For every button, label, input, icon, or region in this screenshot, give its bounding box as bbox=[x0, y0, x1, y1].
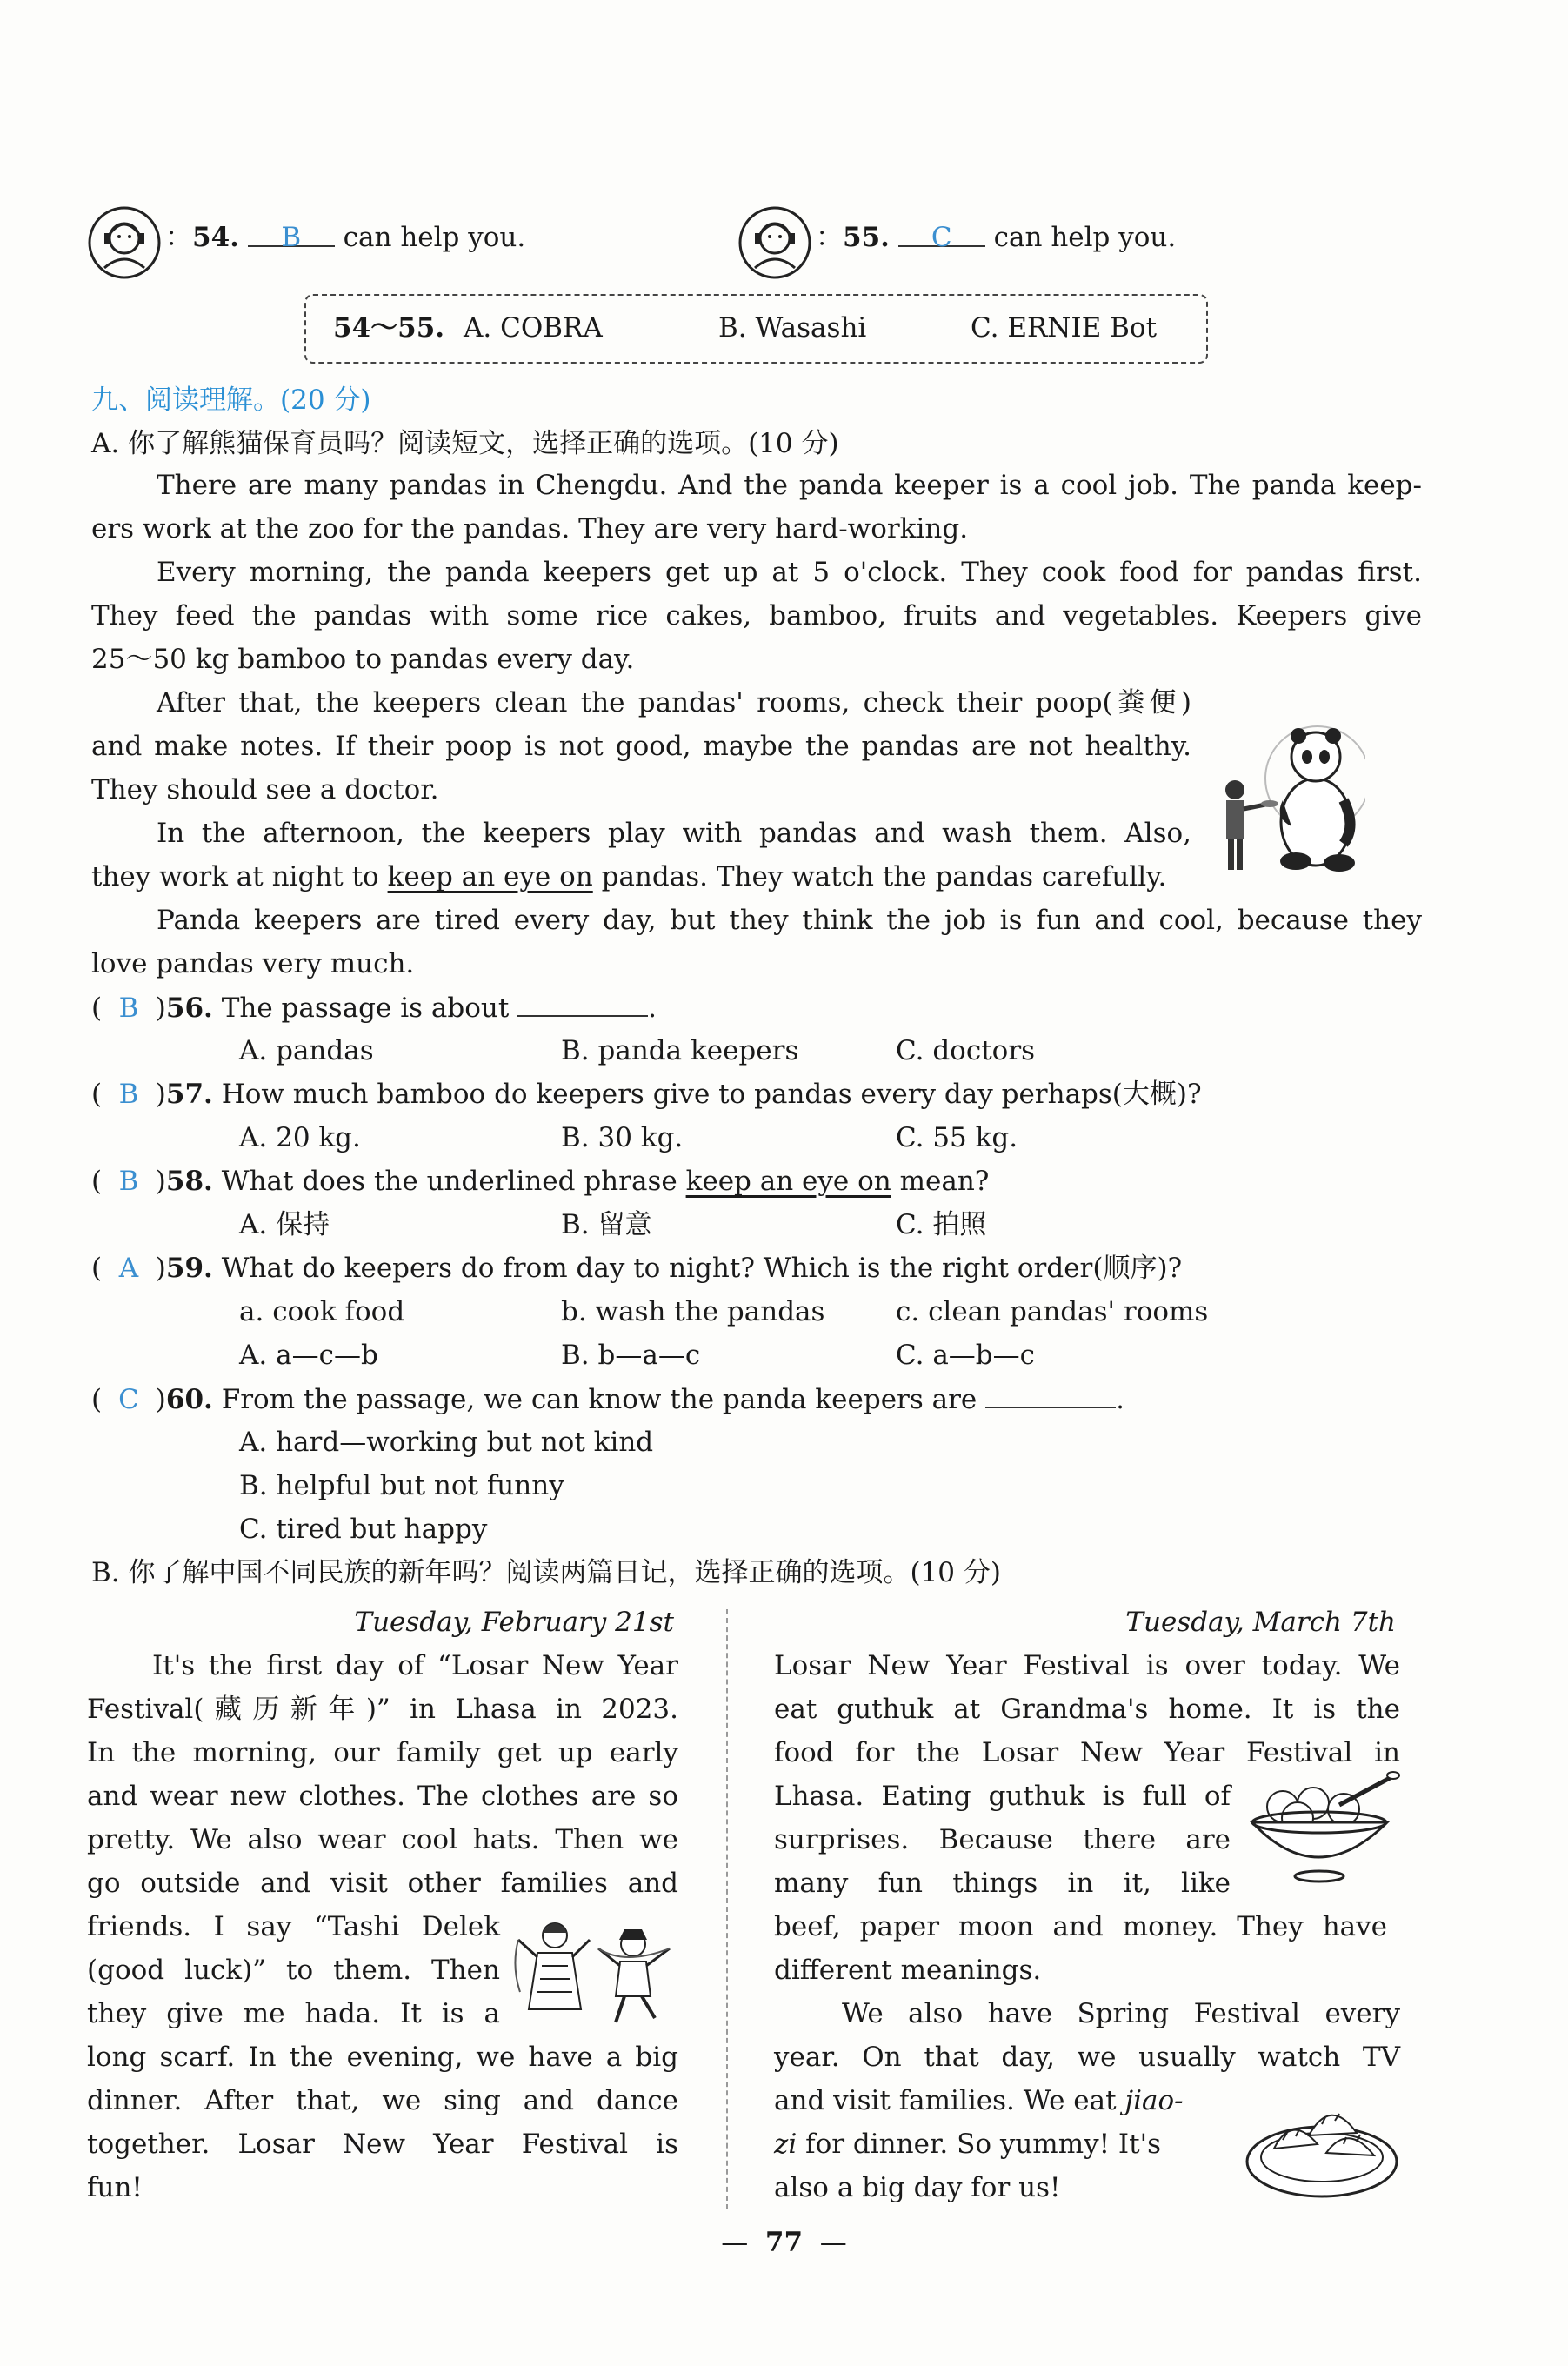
section-title: 九、阅读理解。(20 分) bbox=[91, 384, 371, 416]
right-diary-line: surprises. Because there are bbox=[774, 1824, 1231, 1855]
left-diary-line: and wear new clothes. The clothes are so bbox=[87, 1781, 678, 1812]
q60-option-c: C. tired but happy bbox=[239, 1514, 488, 1545]
right-diary-line: also a big day for us! bbox=[774, 2172, 1061, 2203]
question-55: ：55. C can help you. bbox=[816, 216, 1176, 259]
panda-keeper-illustration bbox=[1213, 713, 1365, 879]
right-diary-line: Lhasa. Eating guthuk is full of bbox=[774, 1781, 1231, 1812]
right-diary-line: and visit families. We eat jiao- bbox=[774, 2085, 1184, 2116]
right-diary-line: year. On that day, we usually watch TV bbox=[774, 2042, 1400, 2073]
passage-line: Every morning, the panda keepers get up at 5 o'clock. They cook food for pandas first. bbox=[157, 557, 1422, 588]
q58-option-b: B. 留意 bbox=[561, 1209, 652, 1240]
right-diary-line: zi for dinner. So yummy! It's bbox=[774, 2129, 1162, 2160]
question-56: ( B )56. The passage is about . bbox=[91, 986, 657, 1030]
passage-line: and make notes. If their poop is not good, maybe the pandas are not healthy. bbox=[91, 731, 1191, 762]
q59-sub-c: c. clean pandas' rooms bbox=[896, 1296, 1209, 1327]
left-diary-line: long scarf. In the evening, we have a big bbox=[87, 2042, 678, 2073]
option-b: B. Wasashi bbox=[718, 312, 867, 344]
q56-answer: B bbox=[118, 993, 139, 1024]
question-57: ( B )57. How much bamboo do keepers give to pandas every day perhaps(大概)? bbox=[91, 1073, 1202, 1116]
left-diary-line: together. Losar New Year Festival is bbox=[87, 2129, 678, 2160]
option-c: C. ERNIE Bot bbox=[971, 312, 1158, 344]
q59-sub-a: a. cook food bbox=[239, 1296, 405, 1327]
passage-line: In the afternoon, the keepers play with pandas and wash them. Also, bbox=[157, 818, 1191, 849]
left-diary-line: fun! bbox=[87, 2172, 143, 2203]
right-diary-line: many fun things in it, like bbox=[774, 1868, 1231, 1899]
q54-number: 54. bbox=[192, 222, 239, 253]
q60-answer: C bbox=[118, 1384, 139, 1415]
jiaozi-word: jiao- bbox=[1124, 2085, 1184, 2116]
right-diary-line: beef, paper moon and money. They have bbox=[774, 1911, 1387, 1942]
question-54: ：54. B can help you. bbox=[165, 216, 525, 259]
passage-line: love pandas very much. bbox=[91, 948, 415, 979]
left-diary-line: Festival(藏历新年)” in Lhasa in 2023. bbox=[87, 1694, 678, 1725]
right-diary-line: We also have Spring Festival every bbox=[842, 1998, 1400, 2029]
left-diary-line: they give me hada. It is a bbox=[87, 1998, 500, 2029]
q58-option-a: A. 保持 bbox=[239, 1209, 330, 1240]
right-diary-line: eat guthuk at Grandma's home. It is the bbox=[774, 1694, 1400, 1725]
q55-answer: C bbox=[931, 222, 952, 253]
option-a: A. COBRA bbox=[464, 312, 603, 344]
left-diary-line: pretty. We also wear cool hats. Then we bbox=[87, 1824, 678, 1855]
q57-option-c: C. 55 kg. bbox=[896, 1122, 1018, 1153]
headset-person-icon bbox=[737, 205, 812, 280]
left-diary-line: (good luck)” to them. Then bbox=[87, 1955, 500, 1986]
question-60: ( C )60. From the passage, we can know the panda keepers are . bbox=[91, 1377, 1124, 1421]
right-diary-line: food for the Losar New Year Festival in bbox=[774, 1737, 1400, 1768]
q58-option-c: C. 拍照 bbox=[896, 1209, 987, 1240]
q59-sub-b: b. wash the pandas bbox=[561, 1296, 825, 1327]
q59-option-c: C. a—b—c bbox=[896, 1340, 1036, 1371]
passage-line: They should see a doctor. bbox=[91, 774, 439, 805]
question-59: ( A )59. What do keepers do from day to night? Which is the right order(顺序)? bbox=[91, 1246, 1182, 1290]
right-diary-line: Losar New Year Festival is over today. We bbox=[774, 1650, 1400, 1681]
passage-line: ers work at the zoo for the pandas. They are very hard-working. bbox=[91, 513, 969, 545]
left-diary-line: friends. I say “Tashi Delek bbox=[87, 1911, 500, 1942]
q59-option-b: B. b—a—c bbox=[561, 1340, 701, 1371]
left-diary-line: It's the first day of “Losar New Year bbox=[152, 1650, 678, 1681]
q56-option-b: B. panda keepers bbox=[561, 1035, 799, 1066]
q59-option-a: A. a—c—b bbox=[239, 1340, 378, 1371]
q54-answer: B bbox=[281, 222, 302, 253]
q57-answer: B bbox=[118, 1079, 139, 1110]
dancers-illustration bbox=[511, 1914, 677, 2027]
page-number: — 77 — bbox=[721, 2227, 847, 2258]
options-box-label: 54～55. bbox=[333, 312, 445, 344]
part-b-title: B. 你了解中国不同民族的新年吗？阅读两篇日记，选择正确的选项。(10 分) bbox=[91, 1557, 1001, 1588]
left-diary-date: Tuesday, February 21st bbox=[354, 1607, 674, 1638]
passage-line: After that, the keepers clean the pandas' rooms, check their poop(粪便) bbox=[157, 687, 1191, 718]
passage-line: There are many pandas in Chengdu. And the panda keeper is a cool job. The panda keep- bbox=[157, 470, 1422, 501]
left-diary-line: go outside and visit other families and bbox=[87, 1868, 678, 1899]
q60-option-b: B. helpful but not funny bbox=[239, 1470, 564, 1501]
column-divider bbox=[726, 1609, 728, 2209]
passage-line: 25～50 kg bamboo to pandas every day. bbox=[91, 644, 635, 675]
q55-number: 55. bbox=[843, 222, 890, 253]
q54-tail: can help you. bbox=[343, 222, 526, 253]
underlined-phrase: keep an eye on bbox=[387, 861, 593, 892]
headset-person-icon bbox=[87, 205, 162, 280]
q58-answer: B bbox=[118, 1166, 139, 1197]
left-diary-line: In the morning, our family get up early bbox=[87, 1737, 678, 1768]
q56-option-c: C. doctors bbox=[896, 1035, 1036, 1066]
q60-option-a: A. hard—working but not kind bbox=[239, 1427, 654, 1458]
q56-option-a: A. pandas bbox=[239, 1035, 374, 1066]
right-diary-line: different meanings. bbox=[774, 1955, 1042, 1986]
q57-option-b: B. 30 kg. bbox=[561, 1122, 684, 1153]
jiaozi-plate-illustration bbox=[1244, 2079, 1400, 2201]
passage-line-underlined: they work at night to keep an eye on pandas. They watch the pandas carefully. bbox=[91, 861, 1167, 892]
left-diary-line: dinner. After that, we sing and dance bbox=[87, 2085, 678, 2116]
q59-answer: A bbox=[118, 1253, 139, 1284]
q57-option-a: A. 20 kg. bbox=[239, 1122, 361, 1153]
guthuk-bowl-illustration bbox=[1244, 1770, 1400, 1892]
question-58: ( B )58. What does the underlined phrase keep an eye on mean? bbox=[91, 1160, 989, 1203]
right-diary-date: Tuesday, March 7th bbox=[1125, 1607, 1396, 1638]
passage-line: Panda keepers are tired every day, but they think the job is fun and cool, because they bbox=[157, 905, 1422, 936]
passage-line: They feed the pandas with some rice cakes, bamboo, fruits and vegetables. Keepers give bbox=[91, 600, 1422, 632]
part-a-title: A. 你了解熊猫保育员吗？阅读短文，选择正确的选项。(10 分) bbox=[91, 428, 839, 459]
q55-tail: can help you. bbox=[993, 222, 1177, 253]
